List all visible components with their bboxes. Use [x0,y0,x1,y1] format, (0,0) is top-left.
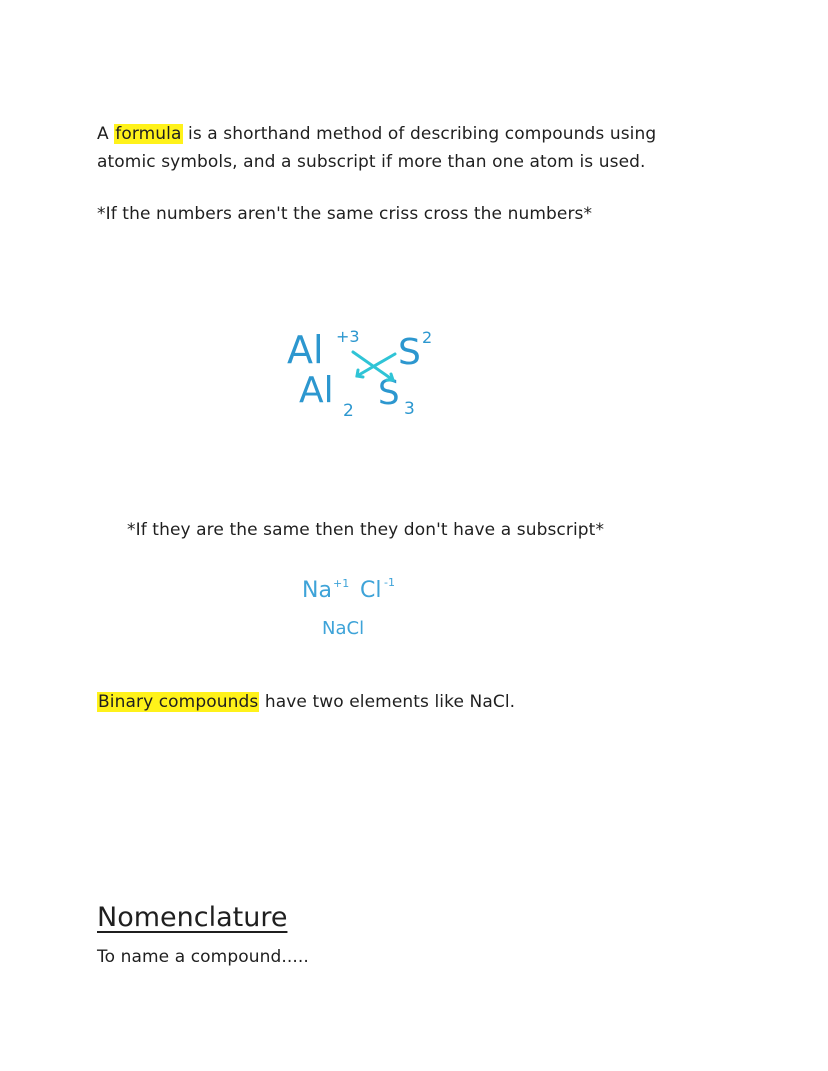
result-al: Al [299,370,334,411]
nomenclature-heading: Nomenclature [97,902,288,933]
binary-compounds-line [97,689,515,716]
result-nacl: NaCl [322,618,365,639]
same-charge-rule: *If they are the same then they don't have a subscript* [127,520,605,540]
element-cl: Cl [360,578,382,603]
element-na: Na [302,578,332,603]
formula-definition-line1 [97,121,656,148]
charge-cl: -1 [384,576,395,589]
result-sub-3: 3 [404,399,415,419]
element-al: Al [287,328,324,372]
charge-al: +3 [336,327,360,346]
result-sub-2: 2 [343,401,354,421]
element-s: S [398,332,421,373]
highlighted-term-formula: formula [115,124,182,144]
result-s: S [378,373,400,413]
charge-na: +1 [333,577,350,590]
highlighted-term-binary: Binary compounds [98,692,259,712]
crisscross-arrows-icon [345,344,405,386]
charge-s: 2 [422,328,433,347]
crisscross-rule: *If the numbers aren't the same criss cross the numbers* [97,204,593,224]
binary-rest: have two elements like NaCl. [259,692,516,712]
formula-definition-line2: atomic symbols, and a subscript if more than one atom is used. [97,152,646,172]
intro-rest: is a shorthand method of describing compounds using [182,124,657,144]
nomenclature-line: To name a compound..... [97,947,309,967]
intro-prefix: A [97,124,115,144]
